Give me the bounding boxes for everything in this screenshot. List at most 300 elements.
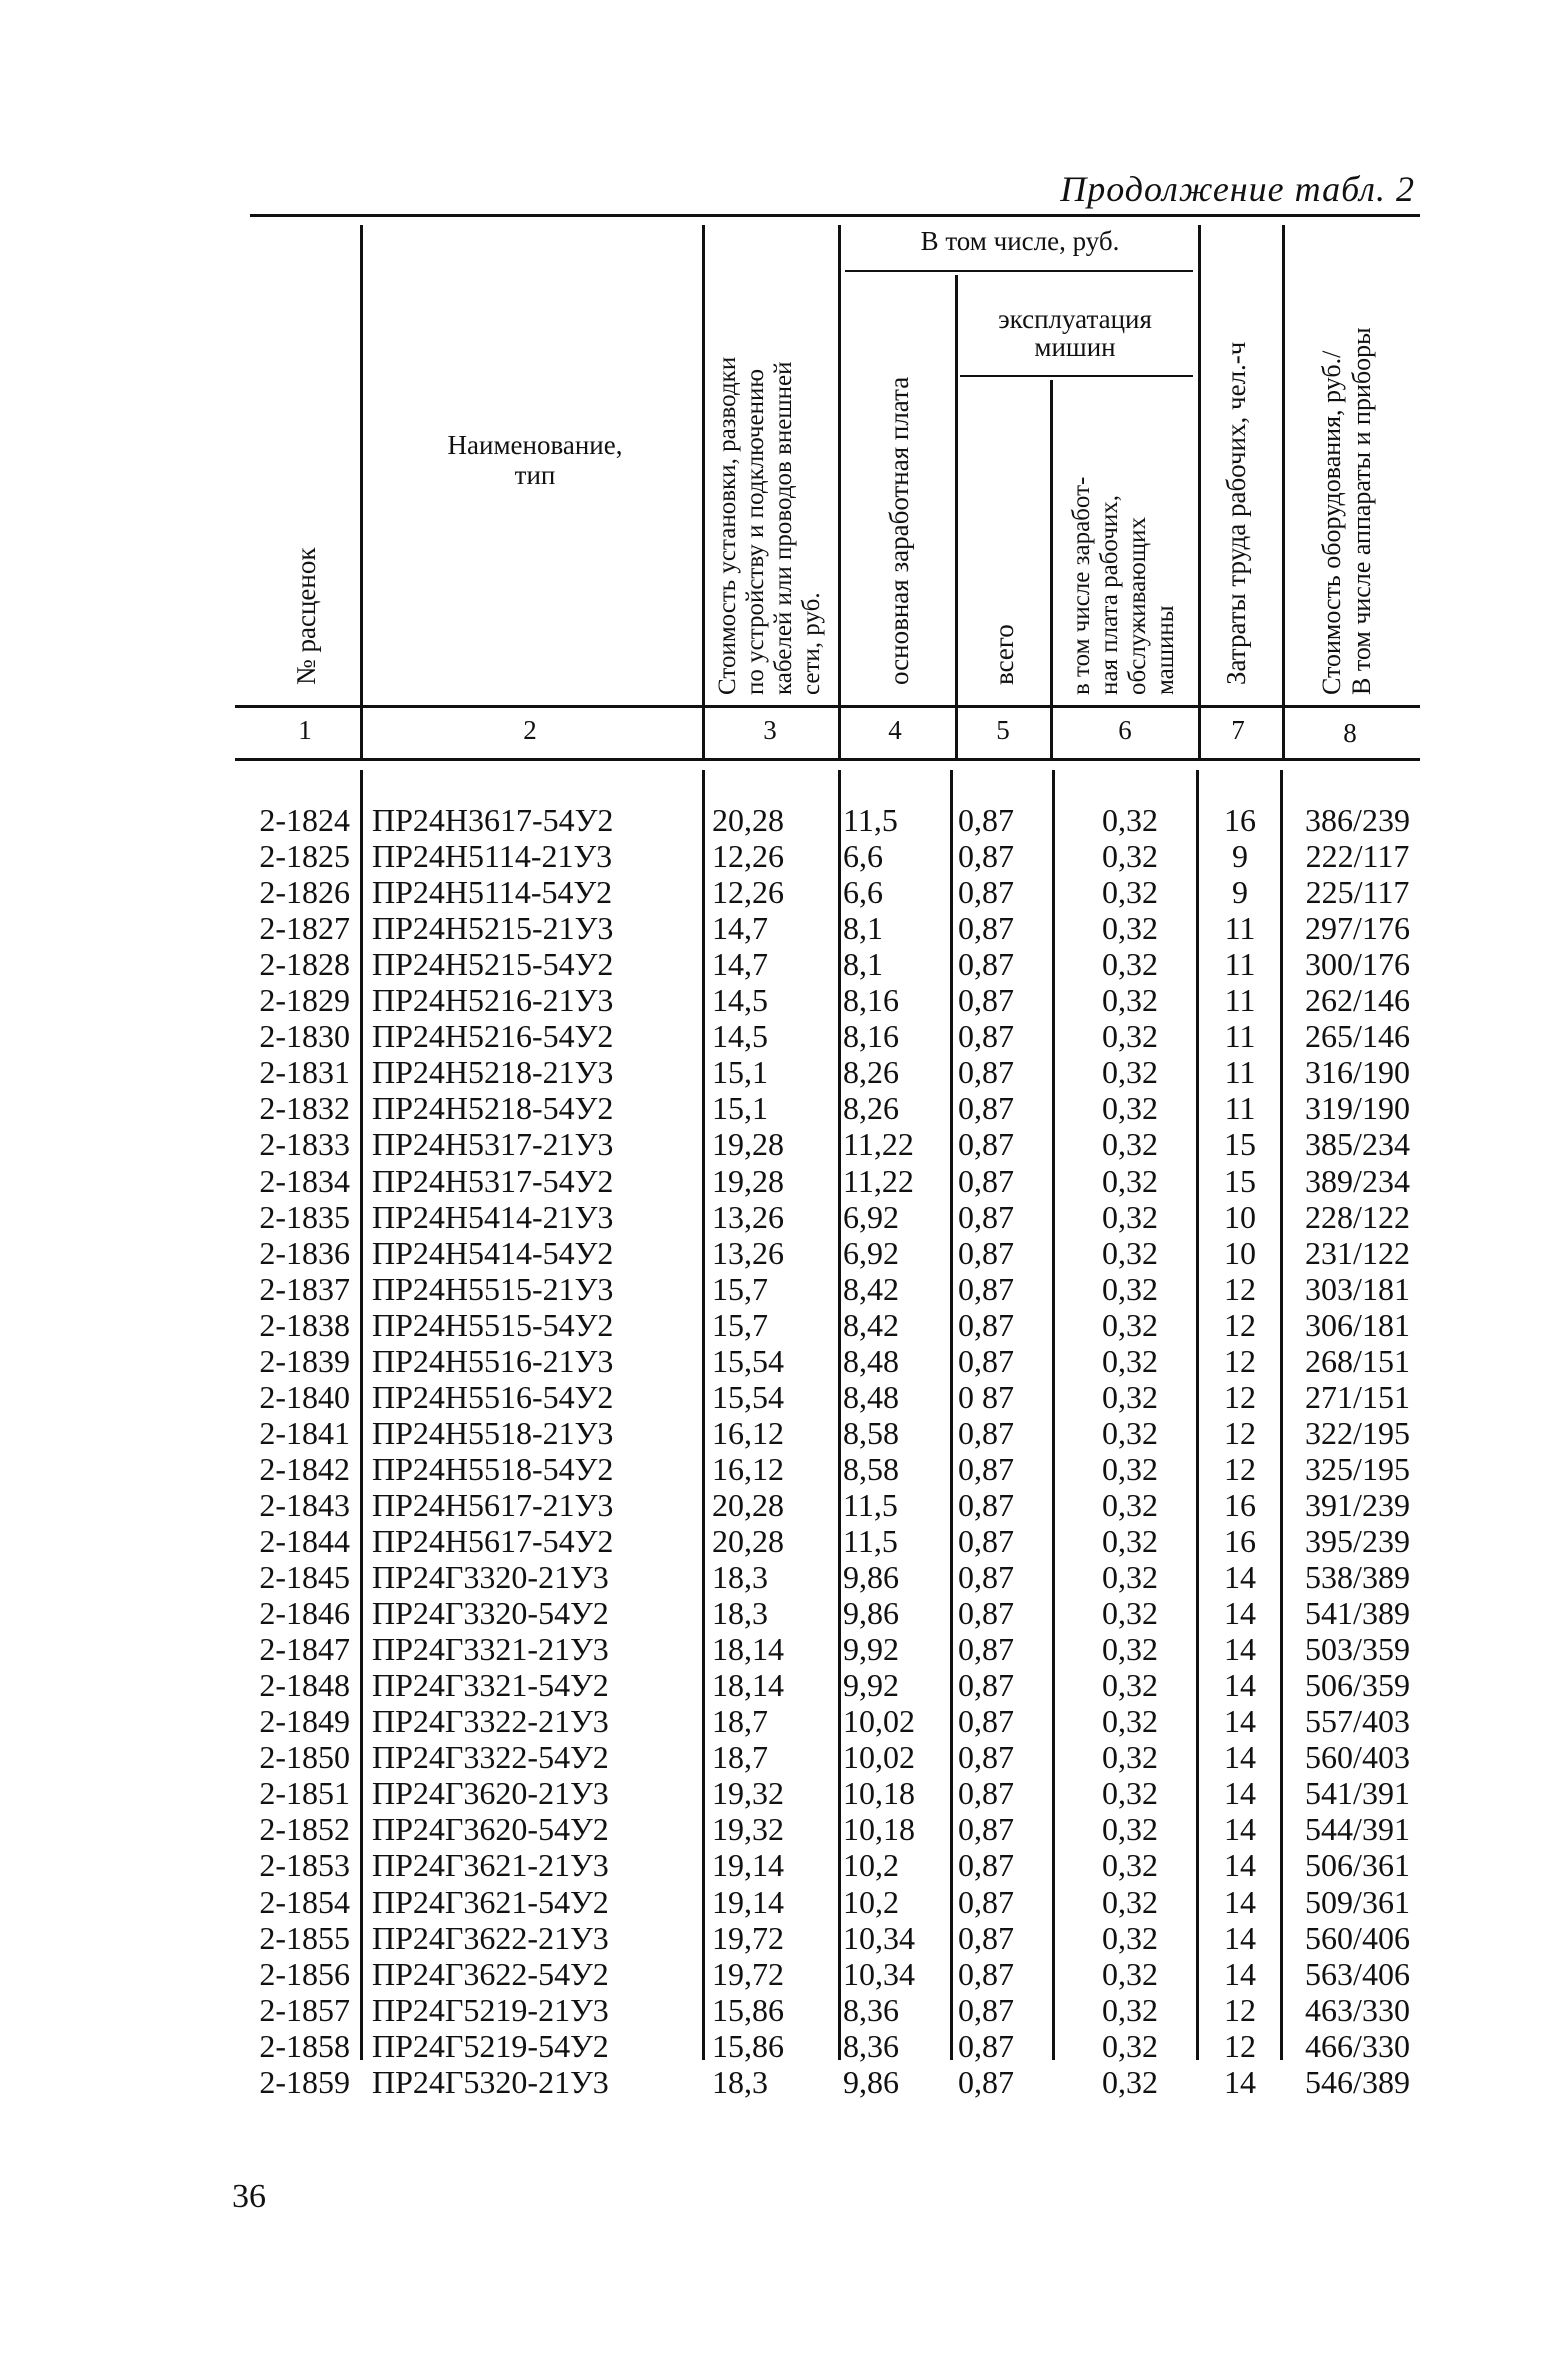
type-name-cell: ПР24Н5617-54У2 [372,1523,614,1559]
machine-wage-cell: 0,32 [1102,1739,1158,1776]
type-name-cell: ПР24Г5219-21У3 [372,1991,609,2028]
table-row [0,1703,1559,1739]
base-wage-cell: 10,18 [843,1811,915,1848]
rate-code-cell: 2-1844 [259,1523,350,1559]
labor-hours-cell: 14 [1224,1919,1256,1956]
install-cost-cell: 15,86 [712,2027,784,2064]
machine-total-cell: 0,87 [958,910,1014,947]
table-row [0,802,1559,838]
machine-wage-cell: 0,32 [1102,1595,1158,1632]
rate-code-cell: 2-1853 [259,1847,350,1884]
machine-wage-cell: 0,32 [1102,1198,1158,1235]
base-wage-cell: 8,36 [843,1991,899,2028]
labor-hours-cell: 12 [1224,1270,1256,1307]
machine-total-cell: 0,87 [958,1739,1014,1776]
header-subgroup-title: эксплуатация мишин [998,304,1152,362]
base-wage-cell: 10,34 [843,1919,915,1956]
rate-code-cell: 2-1858 [259,2027,350,2064]
machine-wage-cell: 0,32 [1102,1018,1158,1055]
equipment-cost-cell: 265/146 [1305,1018,1410,1055]
install-cost-cell: 19,28 [712,1162,784,1199]
machine-total-cell: 0,87 [958,838,1014,875]
machine-total-cell: 0,87 [958,1162,1014,1199]
equipment-cost-cell: 544/391 [1305,1811,1410,1848]
machine-total-cell: 0,87 [958,2027,1014,2064]
machine-wage-cell: 0,32 [1102,1559,1158,1596]
header-col1: № расценок [291,547,321,685]
base-wage-cell: 8,26 [843,1054,899,1091]
table-row [0,1884,1559,1920]
install-cost-cell: 14,7 [712,946,768,983]
machine-total-cell: 0,87 [958,1054,1014,1091]
table-row [0,1595,1559,1631]
top-rule [250,214,1420,217]
base-wage-cell: 9,92 [843,1631,899,1668]
install-cost-cell: 18,7 [712,1739,768,1776]
rate-code-cell: 2-1856 [259,1955,350,1992]
base-wage-cell: 8,36 [843,2027,899,2064]
machine-wage-cell: 0,32 [1102,1811,1158,1848]
base-wage-cell: 11,22 [843,1126,914,1163]
install-cost-cell: 20,28 [712,802,784,838]
install-cost-cell: 19,72 [712,1919,784,1956]
table-row [0,982,1559,1018]
header-col3-line4: сети, руб. [798,592,825,695]
table-row [0,1920,1559,1956]
machine-wage-cell: 0,32 [1102,1450,1158,1487]
machine-total-cell: 0,87 [958,1919,1014,1956]
rate-code-cell: 2-1826 [259,874,350,911]
labor-hours-cell: 14 [1224,1883,1256,1920]
machine-total-cell: 0,87 [958,1306,1014,1343]
install-cost-cell: 15,1 [712,1054,768,1091]
base-wage-cell: 9,86 [843,2063,899,2100]
install-cost-cell: 15,7 [712,1270,768,1307]
machine-wage-cell: 0,32 [1102,2027,1158,2064]
table-row [0,874,1559,910]
machine-total-cell: 0,87 [958,1847,1014,1884]
base-wage-cell: 8,48 [843,1342,899,1379]
equipment-cost-cell: 300/176 [1305,946,1410,983]
base-wage-cell: 6,92 [843,1198,899,1235]
type-name-cell: ПР24Г3622-54У2 [372,1955,609,1992]
header-bottom-rule [235,705,1420,708]
header-divider-5 [1050,380,1053,760]
install-cost-cell: 15,54 [712,1378,784,1415]
header-divider-2 [702,225,705,760]
machine-wage-cell: 0,32 [1102,1667,1158,1704]
machine-total-cell: 0,87 [958,1631,1014,1668]
labor-hours-cell: 15 [1224,1126,1256,1163]
equipment-cost-cell: 386/239 [1305,802,1410,838]
machine-wage-cell: 0,32 [1102,1162,1158,1199]
table-row [0,1811,1559,1847]
column-numbers-rule [235,758,1420,761]
labor-hours-cell: 14 [1224,2063,1256,2100]
machine-total-cell: 0,87 [958,1090,1014,1127]
rate-code-cell: 2-1831 [259,1054,350,1091]
machine-wage-cell: 0,32 [1102,838,1158,875]
equipment-cost-cell: 391/239 [1305,1486,1410,1523]
install-cost-cell: 20,28 [712,1523,784,1559]
page-number: 36 [232,2178,266,2215]
rate-code-cell: 2-1851 [259,1775,350,1812]
table-row [0,1235,1559,1271]
equipment-cost-cell: 538/389 [1305,1559,1410,1596]
install-cost-cell: 16,12 [712,1414,784,1451]
table-row [0,946,1559,982]
table-row [0,1956,1559,1992]
type-name-cell: ПР24Г3620-21У3 [372,1775,609,1812]
type-name-cell: ПР24Г3320-54У2 [372,1595,609,1632]
install-cost-cell: 15,1 [712,1090,768,1127]
equipment-cost-cell: 385/234 [1305,1126,1410,1163]
machine-wage-cell: 0,32 [1102,1414,1158,1451]
labor-hours-cell: 12 [1224,1414,1256,1451]
machine-total-cell: 0,87 [958,1883,1014,1920]
labor-hours-cell: 16 [1224,1486,1256,1523]
equipment-cost-cell: 463/330 [1305,1991,1410,2028]
equipment-cost-cell: 560/403 [1305,1739,1410,1776]
type-name-cell: ПР24Н5515-54У2 [372,1306,614,1343]
machine-total-cell: 0,87 [958,1414,1014,1451]
install-cost-cell: 15,86 [712,1991,784,2028]
machine-wage-cell: 0,32 [1102,1126,1158,1163]
machine-total-cell: 0,87 [958,1811,1014,1848]
header-col4: основная заработная плата [884,376,914,685]
column-number: 5 [996,715,1010,745]
machine-total-cell: 0,87 [958,1126,1014,1163]
machine-wage-cell: 0,32 [1102,1054,1158,1091]
install-cost-cell: 12,26 [712,874,784,911]
column-number: 6 [1118,715,1132,745]
table-row [0,1523,1559,1559]
machine-wage-cell: 0,32 [1102,1090,1158,1127]
type-name-cell: ПР24Н5516-54У2 [372,1378,614,1415]
column-number: 1 [298,715,312,745]
column-number: 4 [888,715,902,745]
type-name-cell: ПР24Г3620-54У2 [372,1811,609,1848]
header-divider-6 [1198,225,1201,760]
base-wage-cell: 8,26 [843,1090,899,1127]
header-col3-line2: по устройству и подключению [742,368,769,695]
base-wage-cell: 8,42 [843,1270,899,1307]
base-wage-cell: 11,5 [843,1486,898,1523]
install-cost-cell: 13,26 [712,1234,784,1271]
header-col6-line2: ная плата рабочих, [1096,495,1123,695]
labor-hours-cell: 12 [1224,2027,1256,2064]
type-name-cell: ПР24Н5516-21У3 [372,1342,614,1379]
machine-wage-cell: 0,32 [1102,1883,1158,1920]
type-name-cell: ПР24Н5216-54У2 [372,1018,614,1055]
equipment-cost-cell: 557/403 [1305,1703,1410,1740]
rate-code-cell: 2-1832 [259,1090,350,1127]
rate-code-cell: 2-1840 [259,1378,350,1415]
type-name-cell: ПР24Г3322-21У3 [372,1703,609,1740]
base-wage-cell: 11,22 [843,1162,914,1199]
type-name-cell: ПР24Н3617-54У2 [372,802,614,838]
base-wage-cell: 10,34 [843,1955,915,1992]
labor-hours-cell: 14 [1224,1703,1256,1740]
header-divider-4 [955,275,958,760]
labor-hours-cell: 14 [1224,1847,1256,1884]
rate-code-cell: 2-1842 [259,1450,350,1487]
base-wage-cell: 8,58 [843,1414,899,1451]
equipment-cost-cell: 506/359 [1305,1667,1410,1704]
base-wage-cell: 11,5 [843,802,898,838]
machine-wage-cell: 0,32 [1102,1703,1158,1740]
table-row [0,910,1559,946]
rate-code-cell: 2-1835 [259,1198,350,1235]
type-name-cell: ПР24Г3621-54У2 [372,1883,609,1920]
machine-total-cell: 0,87 [958,2063,1014,2100]
install-cost-cell: 12,26 [712,838,784,875]
install-cost-cell: 16,12 [712,1450,784,1487]
base-wage-cell: 6,6 [843,874,883,911]
table-row [0,1992,1559,2028]
rate-code-cell: 2-1846 [259,1595,350,1632]
labor-hours-cell: 14 [1224,1955,1256,1992]
equipment-cost-cell: 466/330 [1305,2027,1410,2064]
equipment-cost-cell: 563/406 [1305,1955,1410,1992]
equipment-cost-cell: 560/406 [1305,1919,1410,1956]
install-cost-cell: 18,3 [712,2063,768,2100]
table-row [0,1307,1559,1343]
header-col3-line1: Стоимость установки, разводки [714,356,741,695]
machine-total-cell: 0,87 [958,1667,1014,1704]
labor-hours-cell: 14 [1224,1595,1256,1632]
labor-hours-cell: 16 [1224,1523,1256,1559]
labor-hours-cell: 12 [1224,1991,1256,2028]
machine-wage-cell: 0,32 [1102,1270,1158,1307]
type-name-cell: ПР24Н5317-21У3 [372,1126,614,1163]
header-divider-7 [1282,225,1285,760]
labor-hours-cell: 12 [1224,1450,1256,1487]
header-col3-line3: кабелей или проводов внешней [770,361,797,695]
machine-wage-cell: 0,32 [1102,1234,1158,1271]
rate-code-cell: 2-1830 [259,1018,350,1055]
machine-total-cell: 0,87 [958,1198,1014,1235]
type-name-cell: ПР24Г3321-21У3 [372,1631,609,1668]
rate-code-cell: 2-1847 [259,1631,350,1668]
base-wage-cell: 9,92 [843,1667,899,1704]
install-cost-cell: 14,5 [712,982,768,1019]
labor-hours-cell: 9 [1232,838,1248,875]
labor-hours-cell: 14 [1224,1559,1256,1596]
base-wage-cell: 6,6 [843,838,883,875]
machine-wage-cell: 0,32 [1102,802,1158,838]
labor-hours-cell: 14 [1224,1667,1256,1704]
machine-wage-cell: 0,32 [1102,1919,1158,1956]
table-row [0,1343,1559,1379]
table-row [0,1415,1559,1451]
table-row [0,1775,1559,1811]
equipment-cost-cell: 271/151 [1305,1378,1410,1415]
rate-code-cell: 2-1857 [259,1991,350,2028]
type-name-cell: ПР24Н5114-54У2 [372,874,613,911]
labor-hours-cell: 15 [1224,1162,1256,1199]
table-caption: Продолжение табл. 2 [1060,169,1415,209]
equipment-cost-cell: 546/389 [1305,2063,1410,2100]
table-row [0,1739,1559,1775]
install-cost-cell: 19,14 [712,1883,784,1920]
rate-code-cell: 2-1849 [259,1703,350,1740]
machine-wage-cell: 0,32 [1102,1378,1158,1415]
table-row [0,1451,1559,1487]
machine-total-cell: 0,87 [958,874,1014,911]
rate-code-cell: 2-1848 [259,1667,350,1704]
install-cost-cell: 20,28 [712,1486,784,1523]
labor-hours-cell: 11 [1224,1090,1256,1127]
table-row [0,1487,1559,1523]
install-cost-cell: 18,14 [712,1667,784,1704]
rate-code-cell: 2-1836 [259,1234,350,1271]
machine-wage-cell: 0,32 [1102,1955,1158,1992]
type-name-cell: ПР24Н5215-54У2 [372,946,614,983]
base-wage-cell: 8,48 [843,1378,899,1415]
type-name-cell: ПР24Н5215-21У3 [372,910,614,947]
machine-total-cell: 0,87 [958,802,1014,838]
labor-hours-cell: 12 [1224,1378,1256,1415]
labor-hours-cell: 14 [1224,1811,1256,1848]
machine-total-cell: 0,87 [958,1486,1014,1523]
equipment-cost-cell: 541/391 [1305,1775,1410,1812]
rate-code-cell: 2-1859 [259,2063,350,2100]
type-name-cell: ПР24Н5317-54У2 [372,1162,614,1199]
equipment-cost-cell: 503/359 [1305,1631,1410,1668]
table-row [0,2028,1559,2064]
install-cost-cell: 19,28 [712,1126,784,1163]
table-row [0,1847,1559,1883]
rate-code-cell: 2-1827 [259,910,350,947]
base-wage-cell: 10,2 [843,1883,899,1920]
column-number: 2 [523,715,537,745]
type-name-cell: ПР24Н5515-21У3 [372,1270,614,1307]
column-number: 7 [1231,715,1245,745]
table-row [0,1631,1559,1667]
machine-wage-cell: 0,32 [1102,1775,1158,1812]
machine-wage-cell: 0,32 [1102,1342,1158,1379]
equipment-cost-cell: 303/181 [1305,1270,1410,1307]
machine-total-cell: 0,87 [958,1342,1014,1379]
machine-wage-cell: 0,32 [1102,946,1158,983]
header-col8-line1: Стоимость оборудования, руб./ [1317,350,1346,695]
base-wage-cell: 10,02 [843,1703,915,1740]
type-name-cell: ПР24Н5414-54У2 [372,1234,614,1271]
table-row [0,1163,1559,1199]
base-wage-cell: 10,18 [843,1775,915,1812]
machine-total-cell: 0,87 [958,1703,1014,1740]
machine-wage-cell: 0,32 [1102,982,1158,1019]
install-cost-cell: 15,54 [712,1342,784,1379]
install-cost-cell: 19,32 [712,1775,784,1812]
equipment-cost-cell: 506/361 [1305,1847,1410,1884]
labor-hours-cell: 10 [1224,1234,1256,1271]
machine-total-cell: 0,87 [958,1234,1014,1271]
install-cost-cell: 18,7 [712,1703,768,1740]
base-wage-cell: 8,58 [843,1450,899,1487]
base-wage-cell: 10,2 [843,1847,899,1884]
rate-code-cell: 2-1838 [259,1306,350,1343]
equipment-cost-cell: 389/234 [1305,1162,1410,1199]
install-cost-cell: 19,72 [712,1955,784,1992]
base-wage-cell: 8,42 [843,1306,899,1343]
table-row [0,838,1559,874]
labor-hours-cell: 14 [1224,1775,1256,1812]
machine-wage-cell: 0,32 [1102,2063,1158,2100]
header-col6-line4: машины [1152,605,1179,695]
rate-code-cell: 2-1828 [259,946,350,983]
column-number: 3 [763,715,777,745]
type-name-cell: ПР24Н5518-54У2 [372,1450,614,1487]
rate-code-cell: 2-1834 [259,1162,350,1199]
table-row [0,1126,1559,1162]
machine-total-cell: 0,87 [958,1270,1014,1307]
labor-hours-cell: 12 [1224,1306,1256,1343]
machine-wage-cell: 0,32 [1102,1486,1158,1523]
type-name-cell: ПР24Г5320-21У3 [372,2063,609,2100]
labor-hours-cell: 9 [1232,874,1248,911]
equipment-cost-cell: 509/361 [1305,1883,1410,1920]
type-name-cell: ПР24Н5218-21У3 [372,1054,614,1091]
base-wage-cell: 10,02 [843,1739,915,1776]
install-cost-cell: 18,3 [712,1595,768,1632]
type-name-cell: ПР24Н5518-21У3 [372,1414,614,1451]
equipment-cost-cell: 268/151 [1305,1342,1410,1379]
machine-total-cell: 0,87 [958,1775,1014,1812]
machine-wage-cell: 0,32 [1102,1631,1158,1668]
rate-code-cell: 2-1855 [259,1919,350,1956]
equipment-cost-cell: 322/195 [1305,1414,1410,1451]
rate-code-cell: 2-1843 [259,1486,350,1523]
type-name-cell: ПР24Н5617-21У3 [372,1486,614,1523]
table-row [0,2064,1559,2100]
column-number: 8 [1343,718,1357,748]
labor-hours-cell: 11 [1224,982,1256,1019]
base-wage-cell: 8,1 [843,910,883,947]
equipment-cost-cell: 262/146 [1305,982,1410,1019]
header-col8-line2: В том числе аппараты и приборы [1347,327,1376,695]
rate-code-cell: 2-1850 [259,1739,350,1776]
rate-code-cell: 2-1839 [259,1342,350,1379]
table-row [0,1018,1559,1054]
type-name-cell: ПР24Г3622-21У3 [372,1919,609,1956]
equipment-cost-cell: 325/195 [1305,1450,1410,1487]
equipment-cost-cell: 222/117 [1305,838,1410,875]
machine-wage-cell: 0,32 [1102,874,1158,911]
header-col6-line3: обслуживающих [1124,517,1151,695]
rate-code-cell: 2-1837 [259,1270,350,1307]
labor-hours-cell: 11 [1224,1054,1256,1091]
install-cost-cell: 14,7 [712,910,768,947]
base-wage-cell: 8,1 [843,946,883,983]
table-row [0,1667,1559,1703]
labor-hours-cell: 14 [1224,1631,1256,1668]
type-name-cell: ПР24Г3621-21У3 [372,1847,609,1884]
table-row [0,1559,1559,1595]
labor-hours-cell: 10 [1224,1198,1256,1235]
machine-total-cell: 0,87 [958,1559,1014,1596]
install-cost-cell: 13,26 [712,1198,784,1235]
type-name-cell: ПР24Н5114-21У3 [372,838,613,875]
equipment-cost-cell: 319/190 [1305,1090,1410,1127]
equipment-cost-cell: 225/117 [1305,874,1410,911]
equipment-cost-cell: 306/181 [1305,1306,1410,1343]
rate-code-cell: 2-1841 [259,1414,350,1451]
base-wage-cell: 8,16 [843,1018,899,1055]
install-cost-cell: 19,32 [712,1811,784,1848]
equipment-cost-cell: 228/122 [1305,1198,1410,1235]
